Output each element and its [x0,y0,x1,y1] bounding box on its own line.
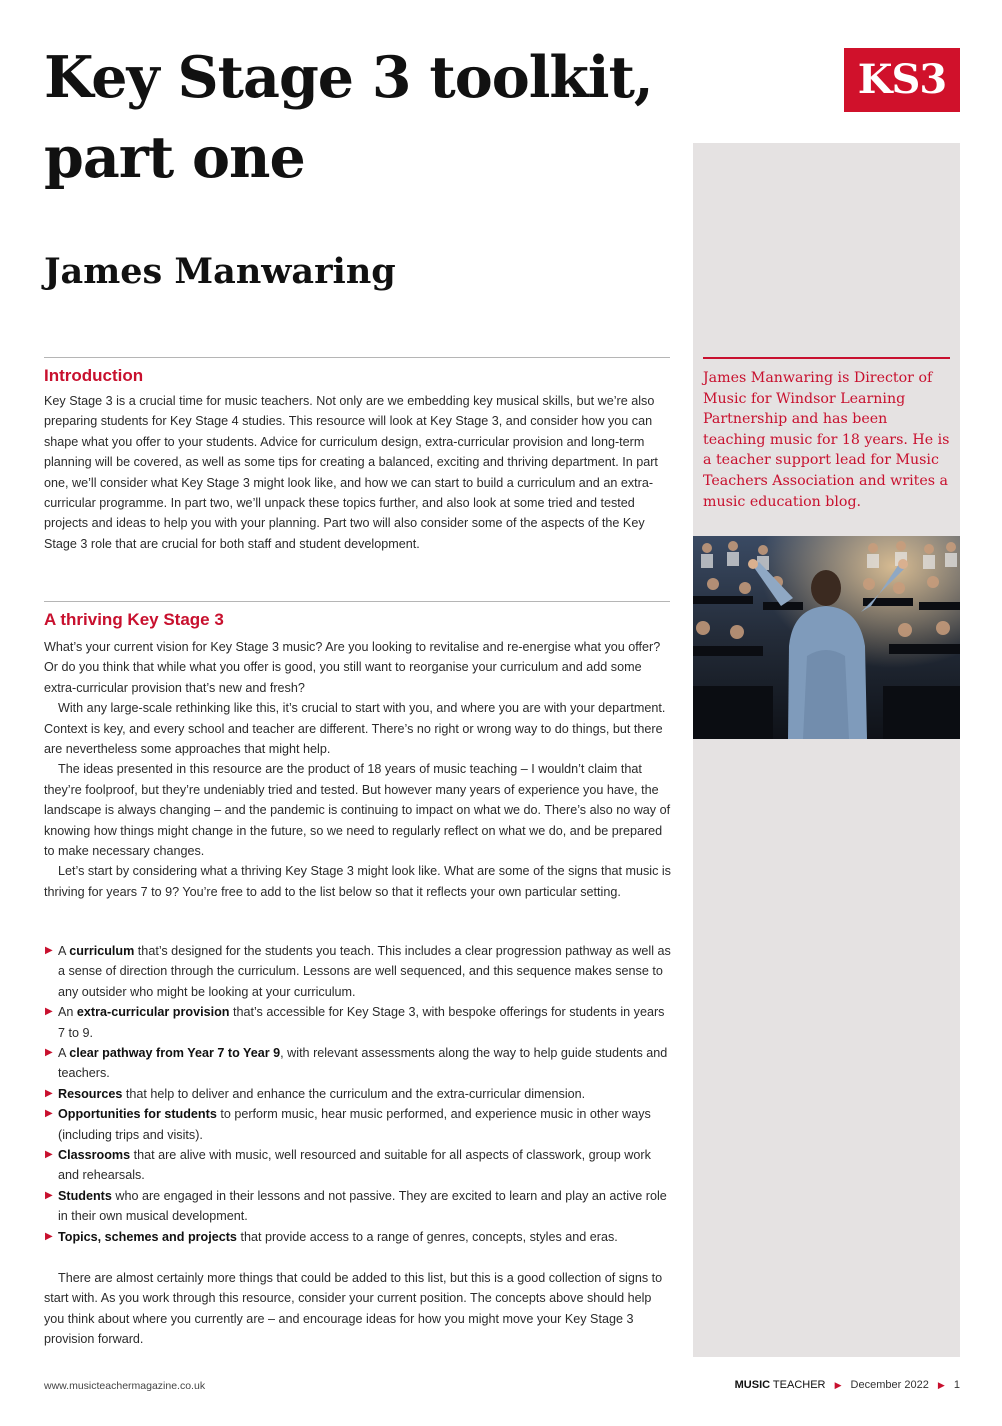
issue-date: December 2022 [850,1379,929,1391]
list-item: ▶ Students who are engaged in their lessons and not passive. They are excited to learn and play an active role in their own musical development. [44,1186,672,1227]
thriving-heading: A thriving Key Stage 3 [44,610,224,629]
triangle-bullet-icon: ▶ [45,945,53,956]
list-item: ▶ Classrooms that are alive with music, well resourced and suitable for all aspects of classwork, group work and rehearsals. [44,1145,672,1186]
page-number: 1 [953,1379,960,1391]
section-divider [44,601,670,602]
magazine-brand-rest: TEACHER [770,1379,826,1391]
introduction-paragraph: Key Stage 3 is a crucial time for music teachers. Not only are we embedding key musical skills, but we’re also preparing students for Key Stage 4 studies. This resource will look at Key Stage 3, and consider how you can shape what you offer to your students. Advice for curriculum design, extra-curricular provision and long-term planning will be covered, as well as some tips for creating a balanced, exciting and thriving department. In part one, we’ll consider what Key Stage 3 might look like, and how we can start to build a curriculum and an extra-curricular programme. In part two, we’ll unpack these topics further, and also look at some tried and tested projects and ideas to help you with your planning. Part two will also consider some of the aspects of the Key Stage 3 role that are crucial for both staff and student development. [44,394,658,551]
list-item: ▶ An extra-curricular provision that’s accessible for Key Stage 3, with bespoke offerings for students in years 7 to 9. [44,1002,672,1043]
paragraph: What’s your current vision for Key Stage 3 music? Are you looking to revitalise and re-energise what you offer? Or do you think that while what you offer is good, you still want to reorganise your curriculum and add some extra-curricular provision that’s new and fresh? [44,640,661,695]
sidebar-panel [693,143,960,1357]
triangle-arrow-icon: ▶ [834,1380,842,1390]
triangle-bullet-icon: ▶ [45,1189,53,1201]
author-name: James Manwaring [44,251,396,292]
triangle-bullet-icon: ▶ [45,1047,53,1059]
footer-website-link[interactable]: www.musicteachermagazine.co.uk [44,1380,206,1392]
magazine-brand-bold: MUSIC [734,1379,771,1391]
thriving-signs-list [44,941,672,1247]
section-divider [44,357,670,358]
triangle-bullet-icon: ▶ [45,1230,53,1242]
paragraph: The ideas presented in this resource are the product of 18 years of music teaching – I wouldn’t claim that they’re foolproof, but they’re undeniably tried and tested. But however many years of experience you have, the landscape is always changing – and the pandemic is continuing to impact on what we do. There’s also no way of knowing how things might change in the future, so we need to regularly reflect on what we do, and be prepared to make necessary changes. [44,762,671,859]
closing-body [44,1268,672,1350]
page-title: Key Stage 3 toolkit, part one [44,44,653,191]
triangle-bullet-icon: ▶ [45,1006,53,1018]
triangle-bullet-icon: ▶ [45,1087,53,1099]
triangle-bullet-icon: ▶ [45,1108,53,1120]
triangle-arrow-icon: ▶ [937,1380,945,1390]
closing-paragraph: There are almost certainly more things that could be added to this list, but this is a good collection of signs to start with. As you work through this resource, consider your current position. The concepts above should help you think about where you currently are – and encourage ideas for how you might move your Key Stage 3 provision forward. [44,1271,663,1347]
author-bio: James Manwaring is Director of Music for Windsor Learning Partnership and has been teaching music for 18 years. He is a teacher support lead for Music Teachers Association and writes a music education blog. [703,370,950,510]
list-item: ▶ Opportunities for students to perform music, hear music performed, and experience music in other ways (including trips and visits). [44,1104,672,1145]
list-item: ▶ Resources that help to deliver and enhance the curriculum and the extra-curricular dimension. [44,1084,672,1104]
list-item: ▶ Topics, schemes and projects that provide access to a range of genres, concepts, styles and eras. [44,1227,672,1247]
list-item: ▶ A clear pathway from Year 7 to Year 9, with relevant assessments along the way to help guide students and teachers. [44,1043,672,1084]
ks3-logo-badge: KS3 [844,48,960,112]
sidebar-divider [703,357,950,359]
footer-issue-info [735,1379,960,1391]
thriving-body [44,637,672,902]
introduction-heading: Introduction [44,366,144,385]
conductor-photo [693,536,960,739]
triangle-bullet-icon: ▶ [45,1149,53,1161]
paragraph: Let’s start by considering what a thriving Key Stage 3 might look like. What are some of the signs that music is thriving for years 7 to 9? You’re free to add to the list below so that it reflects your own particular setting. [44,864,671,899]
introduction-body [44,391,672,554]
list-item: ▶ A curriculum that’s designed for the students you teach. This includes a clear progression pathway as well as a sense of direction through the curriculum. Lessons are well sequenced, and this sequence makes sense to any outsider who might be looking at your curriculum. [44,941,672,1002]
paragraph: With any large-scale rethinking like this, it’s crucial to start with you, and where you are with your department. Context is key, and every school and teacher are different. There’s no right or wrong way to do things, but there are nevertheless some approaches that might help. [44,701,666,757]
